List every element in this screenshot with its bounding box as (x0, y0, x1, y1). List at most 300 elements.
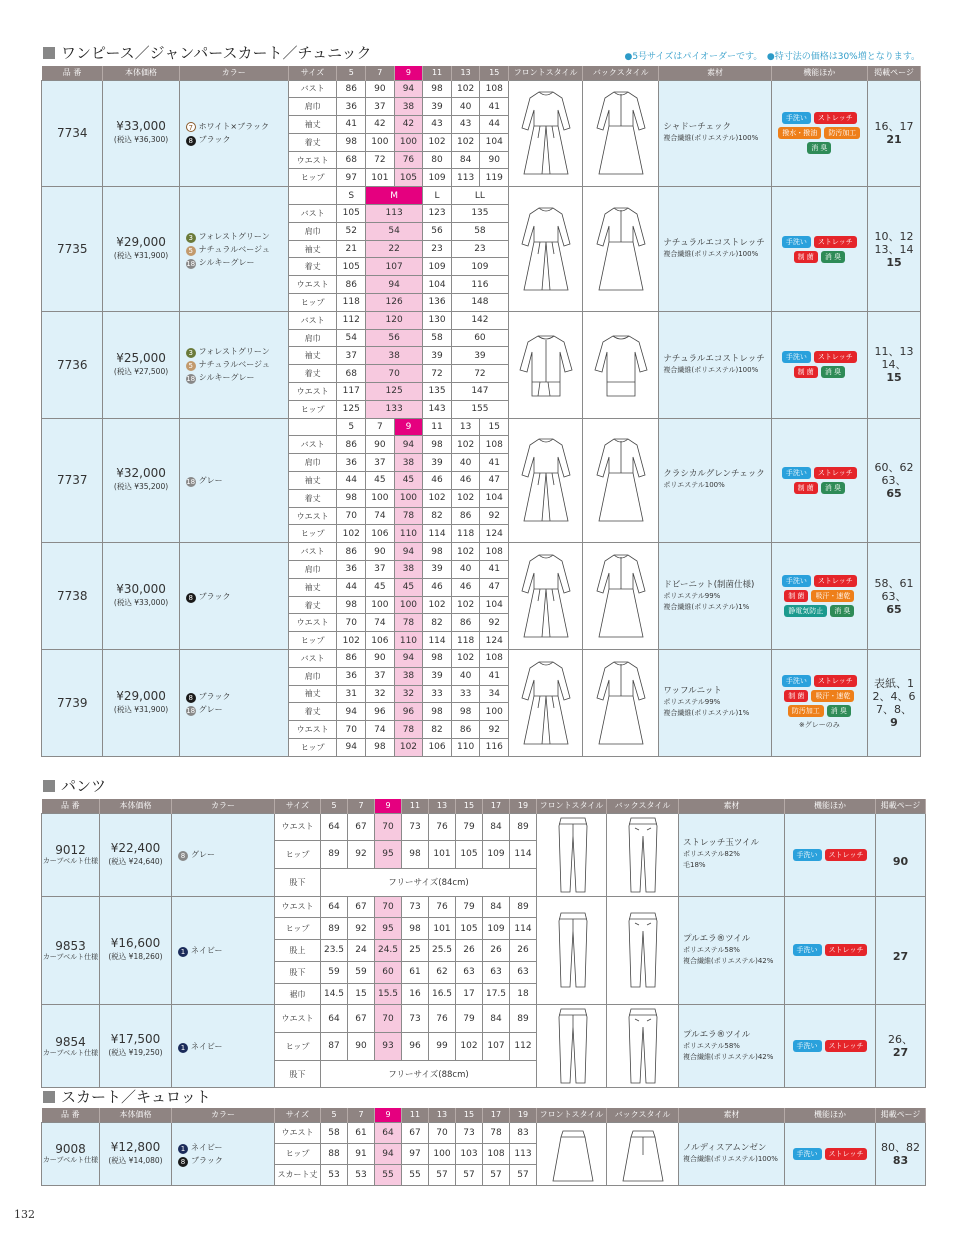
material-composition: 複合繊維(ポリエステル)42% (683, 956, 774, 965)
material (659, 80, 771, 187)
color-swatch: 5 (186, 246, 196, 256)
size-value: 37 (366, 98, 395, 116)
size-value: 103 (456, 1143, 483, 1164)
size-value: 110 (394, 525, 423, 543)
size-value: 25.5 (429, 940, 456, 962)
size-value: 112 (337, 311, 366, 329)
size-value: 64 (321, 813, 348, 841)
size-value: 16 (402, 983, 429, 1005)
size-value: 14.5 (321, 983, 348, 1005)
back-style-illustration (583, 80, 659, 187)
size-value: 78 (483, 1122, 510, 1143)
size-value: 46 (423, 578, 452, 596)
size-value: 96 (402, 1033, 429, 1061)
size-value: 38 (366, 347, 423, 365)
size-value: 90 (366, 80, 395, 98)
size-value: 87 (321, 1033, 348, 1061)
measure-label: ウエスト (288, 614, 337, 632)
size-header: S (337, 187, 366, 205)
size-value: 78 (394, 507, 423, 525)
color-option: 5 ナチュラルベージュ (186, 243, 288, 256)
size-value: 102 (423, 489, 452, 507)
header-size-5: 5 (321, 1108, 348, 1122)
size-value: 147 (451, 383, 508, 401)
size-value: 102 (456, 1033, 483, 1061)
size-value: 135 (423, 383, 452, 401)
size-value: 126 (366, 294, 423, 312)
size-value: 106 (423, 738, 452, 756)
size-value: 109 (451, 258, 508, 276)
measure-label: ヒップ (288, 632, 337, 650)
function-tags (785, 1122, 876, 1185)
size-value: 36 (337, 667, 366, 685)
back-style-illustration (583, 543, 659, 650)
size-value: 102 (451, 650, 480, 668)
size-value: 102 (337, 632, 366, 650)
size-value: 74 (366, 614, 395, 632)
header-price: 本体価格 (100, 799, 172, 813)
measure-label: 袖丈 (288, 240, 337, 258)
size-value: 47 (480, 472, 509, 490)
size-value: 64 (321, 1005, 348, 1033)
size-value: 102 (451, 436, 480, 454)
color-swatch: 18 (186, 706, 196, 715)
size-value: 73 (402, 813, 429, 841)
material-composition: 毛18% (683, 861, 706, 869)
size-value: 38 (394, 454, 423, 472)
size-value: 155 (451, 400, 508, 418)
measure-label: ウエスト (288, 507, 337, 525)
size-value: 47 (480, 578, 509, 596)
size-value: 68 (337, 151, 366, 169)
measure-label: ウエスト (275, 896, 321, 918)
function-tag: 手洗い (793, 849, 822, 861)
size-value: 108 (483, 1143, 510, 1164)
size-value: 33 (451, 685, 480, 703)
product-code: 9008 カーブベルト仕様 (42, 1122, 100, 1185)
size-value: 76 (429, 813, 456, 841)
size-value: 98 (366, 738, 395, 756)
function-tags (771, 418, 867, 543)
size-header: 9 (394, 418, 423, 436)
size-value: 143 (423, 400, 452, 418)
size-value: 96 (394, 703, 423, 721)
header-code: 品 番 (42, 799, 100, 813)
header-size-5: 5 (337, 66, 366, 80)
size-value: 41 (480, 98, 509, 116)
back-style-illustration (607, 896, 679, 1005)
size-value: 109 (483, 918, 510, 940)
size-value: 79 (456, 896, 483, 918)
size-value: 86 (451, 507, 480, 525)
size-value: 123 (423, 205, 452, 223)
header-material: 素材 (679, 799, 785, 813)
size-value: 95 (375, 918, 402, 940)
material-name: ナチュラルエコストレッチ (663, 238, 765, 249)
size-value: 41 (480, 454, 509, 472)
size-value: 94 (394, 436, 423, 454)
header-function: 機能ほか (771, 66, 867, 80)
function-tag: ストレッチ (814, 575, 857, 587)
header-size-13: 13 (451, 66, 480, 80)
back-style-illustration (583, 418, 659, 543)
header-page: 掲載ページ (868, 66, 921, 80)
front-style-illustration (509, 418, 583, 543)
header-row (42, 66, 921, 80)
measure-label: 股下 (275, 1060, 321, 1088)
measure-label: ヒップ (275, 1033, 321, 1061)
size-value: 67 (348, 896, 375, 918)
header-row (42, 1108, 926, 1122)
product-price: ¥17,500 (税込 ¥19,250) (100, 1005, 172, 1088)
material-composition: 複合繊維(ポリエステル)100% (683, 1154, 778, 1163)
product-code: 7736 (42, 311, 103, 418)
material-composition: 複合繊維(ポリエステル)1% (663, 602, 750, 611)
measure-label: 袖丈 (288, 116, 337, 134)
header-material: 素材 (659, 66, 771, 80)
size-value: 76 (394, 151, 423, 169)
size-value: 17.5 (483, 983, 510, 1005)
color-option: 7 ホワイト×ブラック (186, 120, 288, 133)
back-style-illustration (583, 187, 659, 312)
size-value: 112 (510, 1033, 537, 1061)
size-value: 124 (480, 632, 509, 650)
front-style-illustration (509, 187, 583, 312)
material-composition: 複合繊維(ポリエステル)42% (683, 1052, 774, 1061)
size-value: 74 (366, 507, 395, 525)
function-tag: 消 臭 (821, 251, 845, 263)
function-tag: 制 菌 (794, 251, 818, 263)
function-tag: ストレッチ (814, 236, 857, 248)
color-swatch: 7 (186, 122, 196, 132)
size-value: 58 (321, 1122, 348, 1143)
size-value: 31 (337, 685, 366, 703)
size-value: 114 (510, 918, 537, 940)
size-value: 40 (451, 667, 480, 685)
size-header: LL (451, 187, 508, 205)
material (659, 311, 771, 418)
table-row (42, 1122, 926, 1143)
size-value: 78 (394, 721, 423, 739)
section-title-skirt: スカート／キュロット (43, 1088, 211, 1106)
size-value: 84 (483, 896, 510, 918)
size-value: 63 (456, 961, 483, 983)
measure-label: 肩巾 (288, 561, 337, 579)
function-tag: ストレッチ (814, 112, 857, 124)
size-value: 68 (337, 365, 366, 383)
header-size-9: 9 (394, 66, 423, 80)
header-size-11: 11 (402, 1108, 429, 1122)
size-value: 90 (366, 543, 395, 561)
size-value: 105 (394, 169, 423, 187)
size-value: 54 (366, 222, 423, 240)
page-refs: 58、61 63、 65 (868, 543, 921, 650)
function-tag: 手洗い (782, 467, 811, 479)
size-value: 22 (366, 240, 423, 258)
size-value: 94 (337, 738, 366, 756)
size-value: 92 (480, 614, 509, 632)
size-value: 97 (337, 169, 366, 187)
size-value: 93 (375, 1033, 402, 1061)
function-tag: 手洗い (793, 1148, 822, 1160)
size-value: 53 (348, 1164, 375, 1185)
size-value: 94 (366, 276, 423, 294)
header-size-5: 5 (321, 799, 348, 813)
size-value: 36 (337, 98, 366, 116)
size-value: 105 (337, 258, 366, 276)
size-value: 102 (423, 596, 452, 614)
size-value: 23 (451, 240, 508, 258)
color-option: 1 ネイビー (178, 1040, 274, 1053)
size-value: 82 (423, 721, 452, 739)
size-value: 133 (366, 400, 423, 418)
measure-label: 肩巾 (288, 329, 337, 347)
header-row (42, 799, 926, 813)
header-size-19: 19 (510, 1108, 537, 1122)
product-price: ¥32,000 (税込 ¥35,200) (103, 418, 179, 543)
size-value: 102 (451, 489, 480, 507)
size-header: 7 (366, 418, 395, 436)
color-swatch: 8 (178, 851, 188, 861)
size-value: 58 (451, 222, 508, 240)
color-option: 3 フォレストグリーン (186, 230, 288, 243)
product-code: 9012 カーブベルト仕様 (42, 813, 100, 896)
header-size-13: 13 (429, 1108, 456, 1122)
size-value: 98 (337, 596, 366, 614)
size-value: 86 (337, 80, 366, 98)
product-colors (172, 896, 275, 1005)
size-value: 98 (402, 841, 429, 869)
product-colors (172, 1122, 275, 1185)
size-header: 15 (480, 418, 509, 436)
color-option: 1 ネイビー (178, 944, 274, 957)
size-value: 46 (451, 578, 480, 596)
size-value: 25 (402, 940, 429, 962)
function-tag: ストレッチ (825, 944, 868, 956)
header-size: サイズ (275, 1108, 321, 1122)
size-value: 33 (423, 685, 452, 703)
size-value: 70 (337, 507, 366, 525)
size-value: 55 (402, 1164, 429, 1185)
size-value: 94 (337, 703, 366, 721)
product-price: ¥29,000 (税込 ¥31,900) (103, 187, 179, 312)
size-value: 89 (510, 1005, 537, 1033)
page-refs: 16、17 21 (868, 80, 921, 187)
function-tag: 手洗い (782, 675, 811, 687)
size-value: 16.5 (429, 983, 456, 1005)
size-value: 84 (451, 151, 480, 169)
size-value: 124 (480, 525, 509, 543)
header-back: バックスタイル (583, 66, 659, 80)
material-composition: ポリエステル100% (663, 481, 725, 490)
free-size: フリーサイズ(88cm) (321, 1060, 537, 1088)
measure-label: 袖丈 (288, 578, 337, 596)
measure-label: ウエスト (275, 1122, 321, 1143)
size-value: 99 (429, 1033, 456, 1061)
header-price: 本体価格 (100, 1108, 172, 1122)
header-size-13: 13 (429, 799, 456, 813)
function-tag: 手洗い (782, 236, 811, 248)
size-value: 116 (451, 276, 508, 294)
size-value: 94 (375, 1143, 402, 1164)
header-page: 掲載ページ (876, 799, 926, 813)
size-value: 101 (429, 841, 456, 869)
size-value: 102 (423, 133, 452, 151)
measure-label: ウエスト (275, 1005, 321, 1033)
size-value: 86 (451, 721, 480, 739)
size-value: 97 (402, 1143, 429, 1164)
size-value: 41 (480, 667, 509, 685)
size-value: 45 (366, 472, 395, 490)
measure-label: 着丈 (288, 365, 337, 383)
material-composition: ポリエステル58% (683, 945, 740, 954)
size-value: 37 (366, 454, 395, 472)
header-color: カラー (172, 1108, 275, 1122)
function-tag: 手洗い (782, 112, 811, 124)
measure-label: 股上 (275, 940, 321, 962)
color-option: 8 ブラック (186, 590, 288, 603)
measure-label: 股下 (275, 961, 321, 983)
measure-label: バスト (288, 543, 337, 561)
free-size: フリーサイズ(84cm) (321, 868, 537, 896)
function-tag: 防汚加工 (824, 127, 860, 139)
size-value: 63 (483, 961, 510, 983)
front-style-illustration (509, 311, 583, 418)
size-value: 90 (366, 650, 395, 668)
size-value: 26 (483, 940, 510, 962)
header-size-17: 17 (483, 799, 510, 813)
function-tags (785, 1005, 876, 1088)
size-value: 114 (423, 632, 452, 650)
size-value: 86 (337, 650, 366, 668)
table-row (42, 1005, 926, 1033)
size-value: 108 (480, 436, 509, 454)
material-composition: 複合繊維(ポリエステル)100% (663, 134, 759, 143)
size-value: 45 (394, 578, 423, 596)
function-tags (771, 650, 867, 757)
product-code: 9854 カーブベルト仕様 (42, 1005, 100, 1088)
size-value: 96 (366, 703, 395, 721)
size-value: 44 (480, 116, 509, 134)
page-refs: 27 (876, 896, 926, 1005)
size-value: 98 (337, 489, 366, 507)
size-value: 86 (337, 543, 366, 561)
table-row (42, 418, 921, 436)
function-tag: ストレッチ (814, 351, 857, 363)
size-value: 21 (337, 240, 366, 258)
header-size-11: 11 (402, 799, 429, 813)
measure-label: 着丈 (288, 133, 337, 151)
size-value: 104 (480, 133, 509, 151)
page-refs: 90 (876, 813, 926, 896)
section-title-dress: ワンピース／ジャンパースカート／チュニック (43, 44, 372, 62)
front-style-illustration (509, 80, 583, 187)
size-value: 73 (402, 1005, 429, 1033)
header-front: フロントスタイル (509, 66, 583, 80)
measure-label: 着丈 (288, 596, 337, 614)
size-value: 88 (321, 1143, 348, 1164)
measure-label: ウエスト (288, 721, 337, 739)
header-material: 素材 (679, 1108, 785, 1122)
measure-label: ウエスト (288, 383, 337, 401)
function-tag: 手洗い (782, 575, 811, 587)
material (659, 187, 771, 312)
header-size-7: 7 (348, 799, 375, 813)
measure-label: バスト (288, 650, 337, 668)
color-option: 3 フォレストグリーン (186, 345, 288, 358)
size-value: 110 (394, 632, 423, 650)
color-swatch: 8 (186, 693, 196, 703)
measure-label: ヒップ (288, 525, 337, 543)
color-option: 8 ブラック (186, 690, 288, 703)
table-row (42, 650, 921, 668)
product-colors (179, 80, 288, 187)
material-composition: ポリエステル82% (683, 850, 740, 858)
size-value: 72 (366, 151, 395, 169)
product-price: ¥29,000 (税込 ¥31,900) (103, 650, 179, 757)
front-style-illustration (537, 896, 607, 1005)
size-value: 118 (337, 294, 366, 312)
material (679, 896, 785, 1005)
material (679, 1005, 785, 1088)
header-size-9: 9 (375, 799, 402, 813)
back-style-illustration (607, 1122, 679, 1185)
measure-label: 着丈 (288, 489, 337, 507)
header-front: フロントスタイル (537, 1108, 607, 1122)
size-value: 41 (337, 116, 366, 134)
color-swatch: 18 (186, 259, 196, 268)
measure-label: ヒップ (275, 918, 321, 940)
size-value: 52 (337, 222, 366, 240)
function-tag: 手洗い (793, 1040, 822, 1052)
page-refs: 表紙、1 2、4、6 7、8、 9 (868, 650, 921, 757)
size-header: L (423, 187, 452, 205)
size-value: 83 (510, 1122, 537, 1143)
size-value: 89 (321, 918, 348, 940)
size-value: 100 (480, 703, 509, 721)
skirt-table (41, 1108, 926, 1186)
material (679, 1122, 785, 1185)
size-value: 109 (423, 169, 452, 187)
material-composition: 複合繊維(ポリエステル)100% (663, 365, 759, 374)
size-value: 54 (337, 329, 366, 347)
size-value: 106 (366, 525, 395, 543)
size-value: 102 (451, 596, 480, 614)
measure-label: 袖丈 (288, 685, 337, 703)
color-option: 8 ブラック (178, 1154, 274, 1167)
color-swatch: 5 (186, 361, 196, 371)
size-value: 32 (366, 685, 395, 703)
function-tag: ストレッチ (825, 1148, 868, 1160)
header-price: 本体価格 (103, 66, 179, 80)
size-value: 98 (423, 436, 452, 454)
size-value: 57 (483, 1164, 510, 1185)
size-value: 91 (348, 1143, 375, 1164)
material-name: ワッフルニット (663, 686, 722, 697)
size-value: 44 (337, 578, 366, 596)
measure-label: 肩巾 (288, 98, 337, 116)
page-refs: 80、82 83 (876, 1122, 926, 1185)
page-refs: 60、62 63、 65 (868, 418, 921, 543)
size-value: 57 (456, 1164, 483, 1185)
size-value: 23 (423, 240, 452, 258)
size-value: 135 (451, 205, 508, 223)
size-value: 113 (510, 1143, 537, 1164)
header-size-15: 15 (456, 799, 483, 813)
size-value: 40 (451, 454, 480, 472)
size-value: 58 (423, 329, 452, 347)
product-code: 7739 (42, 650, 103, 757)
